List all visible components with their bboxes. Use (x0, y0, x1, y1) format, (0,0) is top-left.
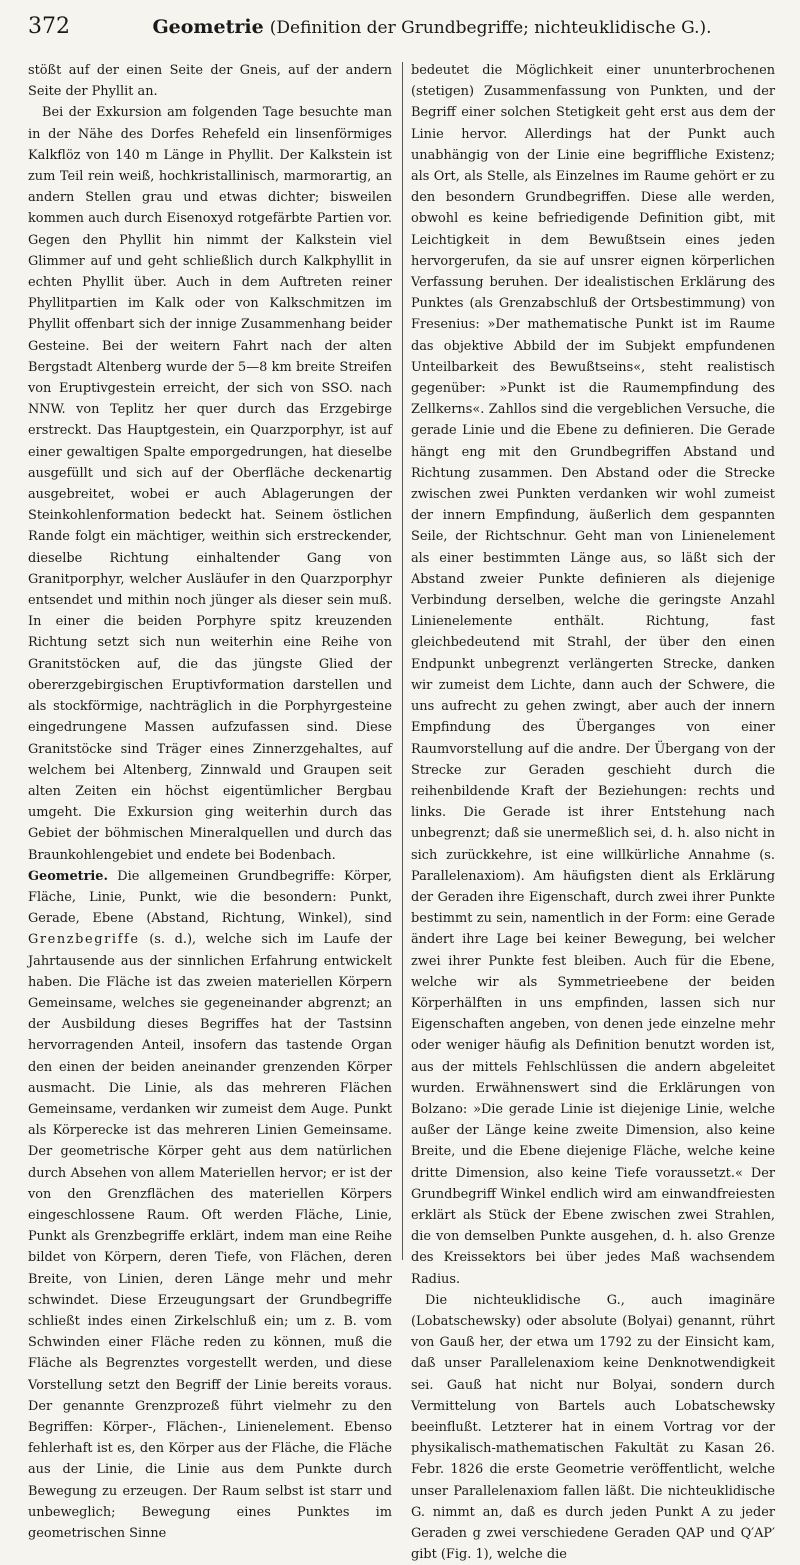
left-column (28, 60, 392, 1542)
text-run: (s. d.), welche sich im Laufe der Jahrtausende aus der sinnlichen Erfahrung entwickelt haben. Die Fläche ist das zweien materiellen Körpern Gemeinsame, welches sie gegeneinander abgrenzt; an der Ausbildung dieses Begriffes hat der Tastsinn hervorragenden Anteil, insofern das tastende Organ den einen der beiden aneinander grenzenden Körper ausmacht. Die Linie, als das mehreren Flächen Gemeinsame, verdanken wir zumeist dem Auge. Punkt als Körperecke ist das mehreren Linien Gemeinsame. Der geometrische Körper geht aus dem natürlichen durch Absehen von allem Materiellen hervor; er ist der von den Grenzflächen des materiellen Körpers eingeschlossene Raum. Oft werden Fläche, Linie, Punkt als Grenzbegriffe erklärt, indem man eine Reihe bildet von Körpern, deren Tiefe, von Flächen, deren Breite, von Linien, deren Länge mehr und mehr schwindet. Diese Erzeugungsart der Grundbegriffe schließt indes einen Zirkelschluß ein; um z. B. vom Schwinden einer Fläche reden zu können, muß die Fläche als Begrenztes vorgestellt werden, und diese Vorstellung setzt den Begriff der Linie bereits voraus. Der genannte Grenzprozeß führt vielmehr zu den Begriffen: Körper-, Flächen-, Linienelement. Ebenso fehlerhaft ist es, den Körper aus der Fläche, die Fläche aus der Linie, die Linie aus dem Punkte durch Bewegung zu erzeugen. Der Raum selbst ist starr und unbeweglich; Bewegung eines Punktes im geometrischen Sinne (28, 932, 392, 1542)
text-columns (28, 60, 776, 1563)
right-column (411, 60, 775, 1563)
paragraph: Die nichteuklidische G., auch imaginäre (Lobatschewsky) oder absolute (Bolyai) genannt, rührt von Gauß her, der etwa um 1792 zu der Einsicht kam, daß unser Parallelenaxiom keine Denknotwendigkeit sei. Gauß hat nicht nur Bolyai, sondern durch Vermittelung von Bartels auch Lobatschewsky beeinflußt. Letzterer hat in einem Vortrag vor der physikalisch-mathematischen Fakultät zu Kasan 26. Febr. 1826 die erste Geometrie veröffentlicht, welche unser Parallelenaxiom fallen läßt. Die nichteuklidische G. nimmt an, daß es durch jeden Punkt A zu jeder Geraden g zwei verschiedene Geraden QAP und Q′AP′ gibt (Fig. 1), welche die (411, 1292, 775, 1563)
running-title-sub: (Definition der Grundbegriffe; nichteuklidische G.). (269, 18, 712, 38)
running-title (88, 16, 776, 38)
running-title-main: Geometrie (152, 16, 264, 38)
paragraph-geometrie (28, 866, 392, 1545)
paragraph: Bei der Exkursion am folgenden Tage besuchte man in der Nähe des Dorfes Rehefeld ein linsenförmiges Kalkflöz von 140 m Länge in Phyllit. Der Kalkstein ist zum Teil rein weiß, hochkristallinisch, marmorartig, an andern Stellen grau und etwas dichter; bisweilen kommen auch durch Eisenoxyd rotgefärbte Partien vor. Gegen den Phyllit hin nimmt der Kalkstein viel Glimmer auf und geht schließlich durch Kalkphyllit in echten Phyllit über. Auch in dem Auftreten reiner Phyllitpartien im Kalk oder von Kalkschmitzen im Phyllit offenbart sich der innige Zusammenhang beider Gesteine. Bei der weitern Fahrt nach der alten Bergstadt Altenberg wurde der 5—8 km breite Streifen von Eruptivgestein erreicht, der sich von SSO. nach NNW. von Teplitz her quer durch das Erzgebirge erstreckt. Das Hauptgestein, ein Quarzporphyr, ist auf einer gewaltigen Spalte emporgedrungen, hat dieselbe ausgefüllt und sich auf der Oberfläche deckenartig ausgebreitet, wobei er auch Ablagerungen der Steinkohlenformation bedeckt hat. Seinem östlichen Rande folgt ein mächtiger, weithin sich erstreckender, dieselbe Richtung einhaltender Gang von Granitporphyr, welcher Ausläufer in den Quarzporphyr entsendet und mithin noch jünger als dieser sein muß. In einer die beiden Porphyre spitz kreuzenden Richtung setzt sich nun weiterhin eine Reihe von Granitstöcken auf, die das jüngste Glied der obererzgebirgischen Eruptivformation darstellen und als stockförmige, nachträglich in die Porphyrgesteine eingedrungene Massen aufzufassen sind. Diese Granitstöcke sind Träger eines Zinnerzgehaltes, auf welchem bei Altenberg, Zinnwald und Graupen seit alten Zeiten ein höchst eigentümlicher Bergbau umgeht. Die Exkursion ging weiterhin durch das Gebiet der böhmischen Mineralquellen und durch das Braunkohlengebiet und endete bei Bodenbach. (28, 105, 392, 863)
text-run: Die allgemeinen Grundbegriffe: Körper, Fläche, Linie, Punkt, wie die besondern: Punkt, Gerade, Ebene (Abstand, Richtung, Winkel), sind (28, 868, 392, 927)
page-header (28, 14, 776, 44)
column-divider (402, 62, 403, 1260)
lemma-heading: Geometrie. (28, 868, 108, 884)
paragraph: bedeutet die Möglichkeit einer ununterbrochenen (stetigen) Zusammenfassung von Punkten, und der Begriff einer solchen Stetigkeit geht erst aus dem der Linie hervor. Allerdings hat der Punkt auch unabhängig von der Linie eine begriffliche Existenz; als Ort, als Stelle, als Einzelnes im Raume gehört er zu den besondern Grundbegriffen. Diese alle werden, obwohl es keine befriedigende Definition gibt, mit Leichtigkeit in dem Bewußtsein eines jeden hervorgerufen, da sie auf unsrer eignen körperlichen Verfassung beruhen. Der idealistischen Erklärung des Punktes (als Grenzabschluß der Ortsbestimmung) von Fresenius: »Der mathematische Punkt ist im Raume das objektive Abbild der im Subjekt empfundenen Unteilbarkeit des Bewußtseins«, steht realistisch gegenüber: »Punkt ist die Raumempfindung des Zellkerns«. Zahllos sind die vergeblichen Versuche, die gerade Linie und die Ebene zu definieren. Die Gerade hängt eng mit den Grundbegriffen Abstand und Richtung zusammen. Den Abstand oder die Strecke zwischen zwei Punkten verdanken wir wohl zumeist der innern Empfindung, äußerlich dem gespannten Seile, der Richtschnur. Geht man von Linienelement als einer bestimmten Länge aus, so läßt sich der Abstand zweier Punkte definieren als diejenige Verbindung derselben, welche die geringste Anzahl Linienelemente enthält. Richtung, fast gleichbedeutend mit Strahl, der über den einen Endpunkt unbegrenzt verlängerten Strecke, danken wir zumeist dem Lichte, dann auch der Schwere, die uns aufrecht zu gehen zwingt, aber auch der innern Empfindung des Überganges von einer Raumvorstellung auf die andre. Der Übergang von der Strecke zur Geraden geschieht durch die reihenbildende Kraft der Beziehungen: rechts und links. Die Gerade ist ihrer Entstehung nach unbegrenzt; daß sie unermeßlich sei, d. h. also nicht in sich zurückkehre, ist eine willkürliche Annahme (s. Parallelenaxiom). Am häufigsten dient als Erklärung der Geraden ihre Eigenschaft, durch zwei ihrer Punkte bestimmt zu sein, namentlich in der Form: eine Gerade ändert ihre Lage bei keiner Bewegung, bei welcher zwei ihrer Punkte fest bleiben. Auch für die Ebene, welche wir als Symmetrieebene der beiden Körperhälften in uns empfinden, lassen sich nur Eigenschaften angeben, von denen jede einzelne mehr oder weniger häufig als Definition benutzt worden ist, aus der mittels Fehlschlüssen die andern abgeleitet wurden. Erwähnenswert sind die Erklärungen von Bolzano: »Die gerade Linie ist diejenige Linie, welche außer der Länge keine zweite Dimension, also keine Breite, und die Ebene diejenige Fläche, welche keine dritte Dimension, also keine Tiefe voraussetzt.« Der Grundbegriff Winkel endlich wird am einwandfreiesten erklärt als Stück der Ebene zwischen zwei Strahlen, die von demselben Punkte ausgehen, d. h. also Grenze des Kreissektors bei über jedes Maß wachsendem Radius. (411, 63, 775, 1287)
emphasized-term: Grenzbegriffe (28, 932, 140, 948)
paragraph: stößt auf der einen Seite der Gneis, auf der andern Seite der Phyllit an. (28, 63, 392, 100)
page-number: 372 (28, 14, 70, 39)
